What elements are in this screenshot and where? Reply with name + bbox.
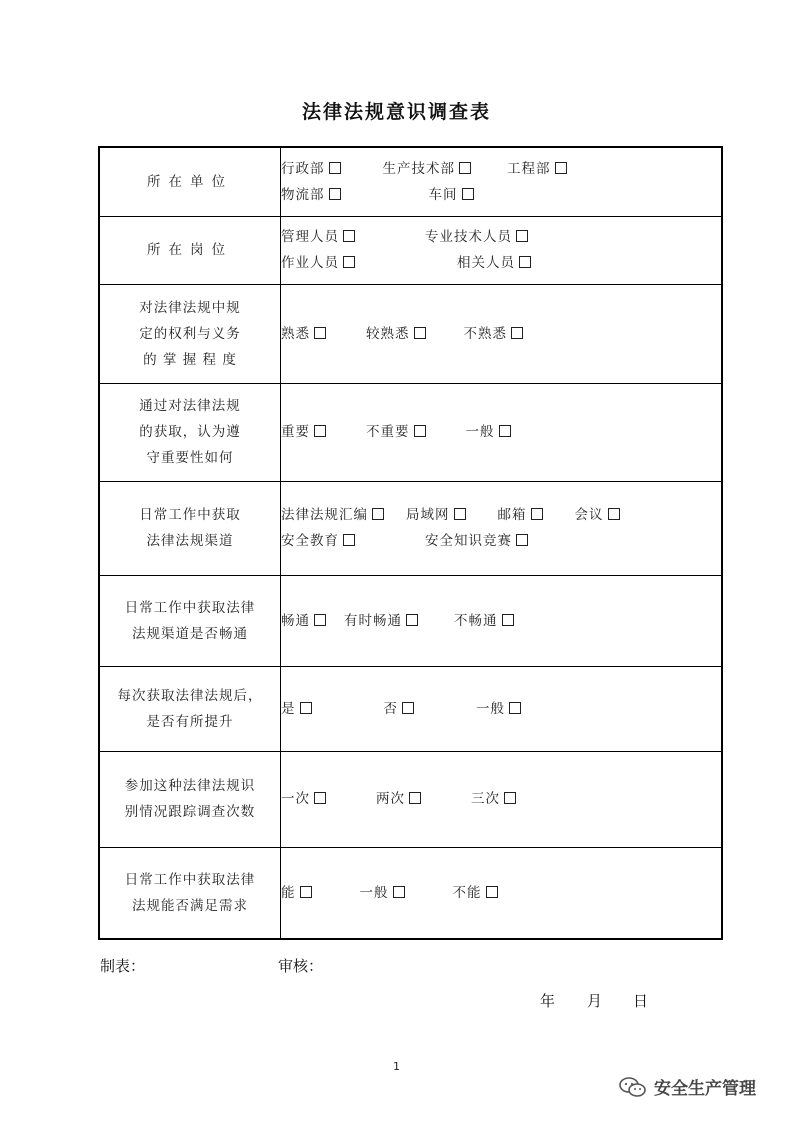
- option: [281, 182, 341, 208]
- answer-cell: [281, 666, 723, 751]
- date-year: 年: [540, 992, 556, 1010]
- option: [507, 156, 567, 182]
- watermark: [618, 1074, 756, 1099]
- option-label: 能: [281, 884, 296, 901]
- option: [454, 608, 514, 634]
- question-line: 守重要性如何: [146, 450, 234, 466]
- option-line: [281, 419, 721, 445]
- option-line: [281, 608, 721, 634]
- survey-table: [98, 146, 723, 940]
- option-checkbox[interactable]: [343, 534, 355, 546]
- answer-cell: [281, 481, 723, 575]
- option: [575, 502, 620, 528]
- option-checkbox[interactable]: [519, 256, 531, 268]
- option: [457, 250, 531, 276]
- option-label: 一次: [281, 791, 310, 807]
- option-line: [281, 182, 721, 208]
- date-month: 月: [587, 992, 603, 1010]
- option: [281, 502, 384, 528]
- option-label: 生产技术部: [382, 160, 455, 177]
- option-checkbox[interactable]: [462, 188, 474, 200]
- option-checkbox[interactable]: [300, 886, 312, 898]
- question-cell: [99, 284, 281, 383]
- option-label: 有时畅通: [344, 612, 402, 629]
- option-label: 否: [383, 700, 398, 717]
- answer-cell: [281, 847, 723, 939]
- option: [281, 321, 326, 347]
- answer-cell: [281, 383, 723, 481]
- option-label: 一般: [465, 424, 495, 440]
- page-title: 法律法规意识调查表: [301, 101, 491, 123]
- option: [429, 182, 474, 208]
- option-checkbox[interactable]: [511, 327, 523, 339]
- option: [466, 419, 511, 445]
- page-number: 1: [393, 1060, 400, 1073]
- question-line: 法律法规渠道: [146, 533, 234, 549]
- option-line: [281, 502, 721, 528]
- option-checkbox[interactable]: [343, 256, 355, 268]
- question-cell: [99, 575, 281, 666]
- option-checkbox[interactable]: [314, 792, 326, 804]
- survey-row: [99, 481, 722, 575]
- option: [376, 786, 421, 812]
- survey-row: [99, 383, 722, 481]
- option-label: 作业人员: [281, 255, 339, 271]
- survey-row: [99, 216, 722, 284]
- option-checkbox[interactable]: [393, 886, 405, 898]
- option: [464, 321, 524, 347]
- question-line: 别情况跟踪调查次数: [124, 804, 256, 820]
- option-checkbox[interactable]: [531, 508, 543, 520]
- answer-cell: [281, 284, 723, 383]
- option-line: [281, 156, 721, 182]
- date-day: 日: [633, 992, 649, 1010]
- option-label: 熟悉: [281, 325, 310, 342]
- option-checkbox[interactable]: [406, 614, 418, 626]
- answer-cell: [281, 216, 723, 284]
- question-line: 日常工作中获取法律: [124, 599, 256, 616]
- option-label: 不熟悉: [463, 325, 507, 342]
- option: [360, 880, 405, 906]
- wechat-icon: [618, 1075, 648, 1099]
- question-line: 定的权利与义务: [139, 325, 241, 342]
- option-line: [281, 696, 721, 722]
- option-label: 一般: [476, 700, 505, 717]
- option-line: [281, 786, 721, 812]
- answer-cell: [281, 147, 723, 216]
- option-label: 重要: [281, 424, 310, 440]
- survey-row: [99, 666, 722, 751]
- option-checkbox[interactable]: [414, 425, 426, 437]
- option: [281, 224, 355, 250]
- option-checkbox[interactable]: [372, 508, 384, 520]
- question-line: 对法律法规中规: [139, 299, 241, 316]
- option-label: 行政部: [281, 160, 325, 177]
- question-line: 日常工作中获取: [139, 507, 241, 523]
- survey-row: [99, 751, 722, 847]
- option-checkbox[interactable]: [314, 425, 326, 437]
- option-label: 局域网: [406, 507, 450, 523]
- option-checkbox[interactable]: [516, 230, 528, 242]
- survey-row: [99, 847, 722, 939]
- survey-row: [99, 575, 722, 666]
- option: [281, 696, 312, 722]
- option-checkbox[interactable]: [608, 508, 620, 520]
- option-checkbox[interactable]: [414, 327, 426, 339]
- option: [281, 419, 326, 445]
- option: [281, 786, 326, 812]
- option: [476, 696, 521, 722]
- option: [281, 880, 312, 906]
- option: [425, 224, 528, 250]
- option-label: 管理人员: [281, 229, 339, 245]
- option-label: 专业技术人员: [425, 229, 512, 245]
- option-checkbox[interactable]: [486, 886, 498, 898]
- option: [281, 250, 355, 276]
- option: [281, 156, 341, 182]
- option-label: 相关人员: [457, 255, 515, 271]
- option-checkbox[interactable]: [314, 614, 326, 626]
- question-line: 每次获取法律法规后，: [117, 687, 263, 704]
- option-checkbox[interactable]: [300, 702, 312, 714]
- option-label: 畅通: [281, 612, 310, 629]
- option-checkbox[interactable]: [402, 702, 414, 714]
- question-text: 所在岗位: [147, 242, 233, 258]
- option-checkbox[interactable]: [329, 188, 341, 200]
- question-line: 是否有所提升: [146, 713, 234, 730]
- survey-row: [99, 284, 722, 383]
- option-label: 邮箱: [497, 507, 527, 523]
- option-label: 物流部: [281, 186, 325, 203]
- option-line: [281, 880, 721, 906]
- option-label: 车间: [428, 186, 458, 203]
- question-line: 法规能否满足需求: [132, 897, 248, 914]
- option-label: 法律法规汇编: [281, 507, 368, 523]
- option-label: 工程部: [507, 160, 551, 177]
- question-cell: [99, 147, 281, 216]
- question-cell: [99, 216, 281, 284]
- option-label: 是: [281, 700, 296, 717]
- option: [425, 528, 528, 554]
- option-checkbox[interactable]: [555, 162, 567, 174]
- option: [281, 608, 326, 634]
- question-cell: [99, 383, 281, 481]
- option-label: 不畅通: [454, 612, 498, 629]
- option-line: [281, 250, 721, 276]
- option-checkbox[interactable]: [504, 792, 516, 804]
- survey-row: [99, 147, 722, 216]
- reviewer-label: 审核：: [278, 957, 324, 975]
- option-label: 安全知识竞赛: [425, 533, 512, 549]
- question-line: 的 掌 握 程 度: [143, 351, 237, 368]
- option-checkbox[interactable]: [516, 534, 528, 546]
- watermark-text: 安全生产管理: [654, 1079, 756, 1099]
- option: [406, 502, 466, 528]
- maker-label: 制表：: [100, 957, 146, 975]
- option-label: 不重要: [366, 424, 410, 440]
- question-cell: [99, 751, 281, 847]
- option: [281, 528, 355, 554]
- option: [453, 880, 498, 906]
- option-line: [281, 224, 721, 250]
- question-line: 日常工作中获取法律: [124, 871, 256, 888]
- option-checkbox[interactable]: [502, 614, 514, 626]
- answer-cell: [281, 575, 723, 666]
- option: [344, 608, 418, 634]
- question-cell: [99, 847, 281, 939]
- option: [384, 696, 415, 722]
- option-label: 不能: [452, 884, 482, 901]
- option: [383, 156, 472, 182]
- option-checkbox[interactable]: [314, 327, 326, 339]
- option-checkbox[interactable]: [459, 162, 471, 174]
- option: [366, 321, 426, 347]
- option-label: 三次: [471, 791, 500, 807]
- option: [366, 419, 426, 445]
- option-checkbox[interactable]: [454, 508, 466, 520]
- option: [498, 502, 543, 528]
- question-line: 法规渠道是否畅通: [132, 625, 248, 642]
- option-label: 较熟悉: [366, 325, 410, 342]
- question-text: 所在单位: [147, 173, 233, 190]
- answer-cell: [281, 751, 723, 847]
- question-cell: [99, 481, 281, 575]
- option-label: 安全教育: [281, 533, 339, 549]
- option-label: 会议: [574, 507, 604, 523]
- option-checkbox[interactable]: [329, 162, 341, 174]
- option-label: 一般: [359, 884, 389, 901]
- option-label: 两次: [376, 791, 405, 807]
- question-cell: [99, 666, 281, 751]
- option-line: [281, 321, 721, 347]
- option-checkbox[interactable]: [499, 425, 511, 437]
- option-checkbox[interactable]: [343, 230, 355, 242]
- question-line: 参加这种法律法规识: [124, 778, 256, 794]
- option: [471, 786, 516, 812]
- question-line: 通过对法律法规: [139, 398, 241, 414]
- question-line: 的获取，认为遵: [139, 424, 241, 440]
- option-line: [281, 528, 721, 554]
- option-checkbox[interactable]: [509, 702, 521, 714]
- option-checkbox[interactable]: [409, 792, 421, 804]
